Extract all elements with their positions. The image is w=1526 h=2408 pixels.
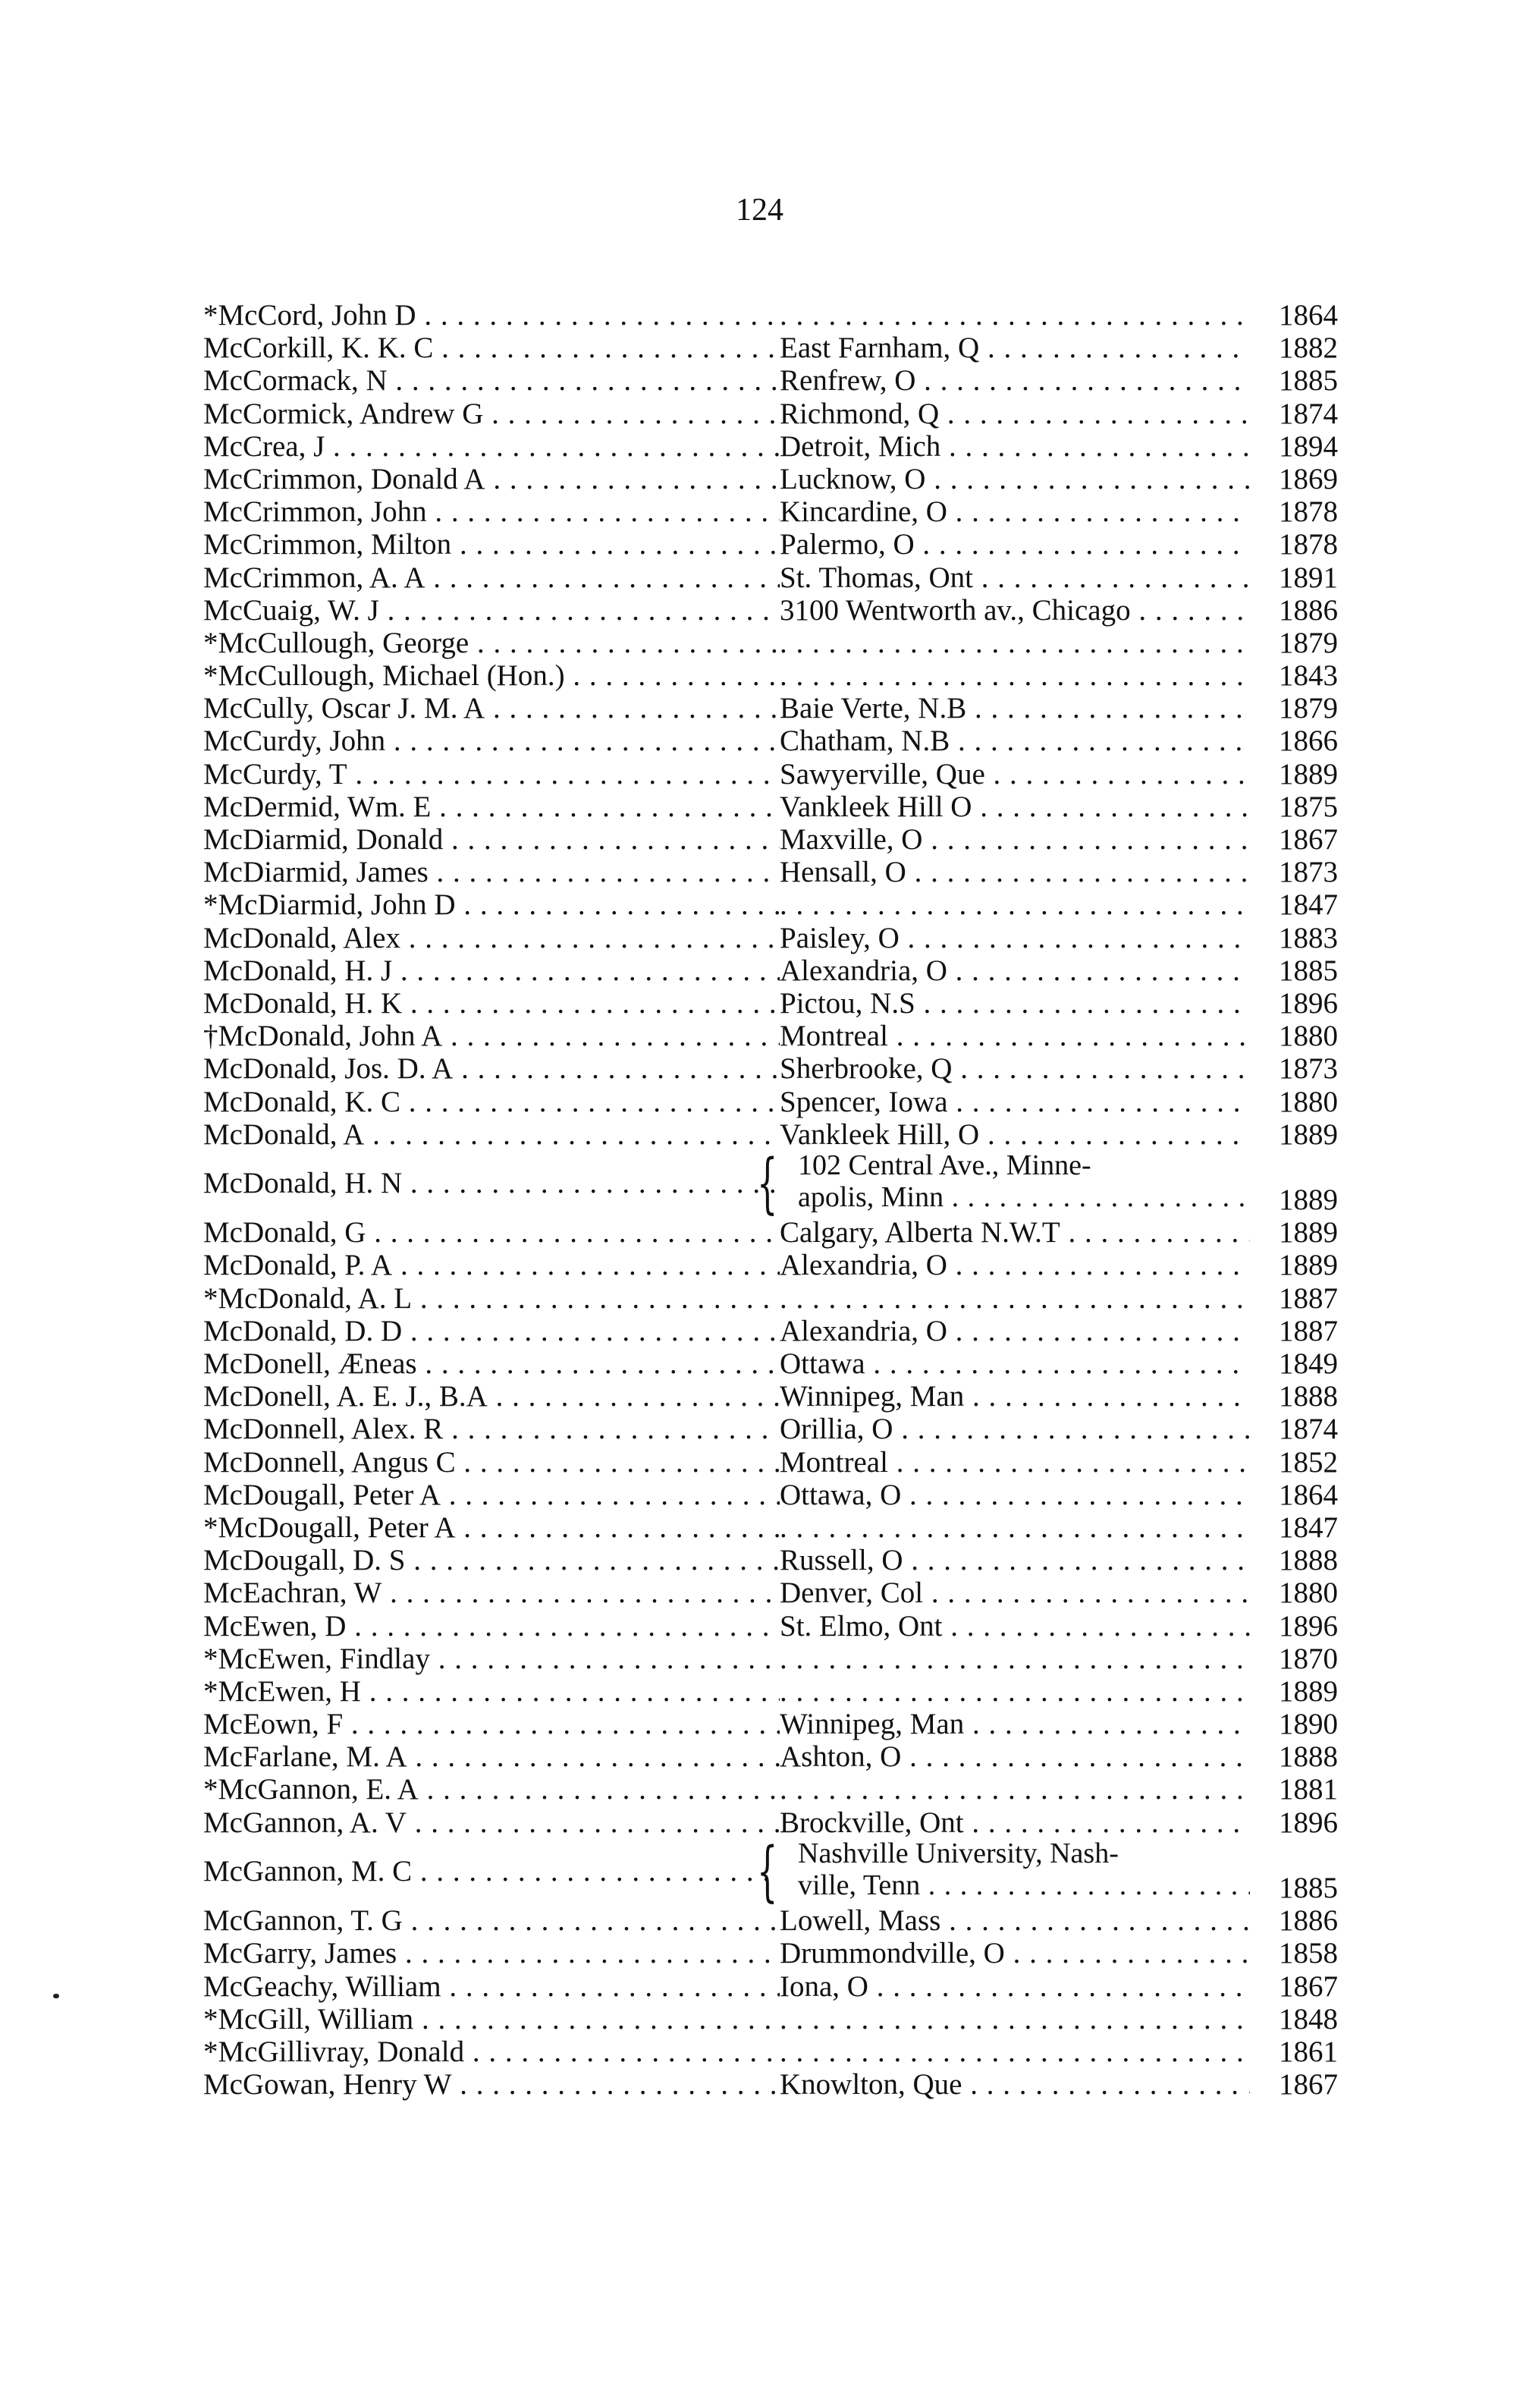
directory-entry <box>203 463 1338 495</box>
entry-name: McCrea, J . . . <box>203 430 780 463</box>
entry-year: 1888 <box>1250 1380 1338 1413</box>
entry-name: McCormick, Andrew G . . . <box>203 398 780 430</box>
entry-place: Denver, Col . . . <box>780 1577 1250 1609</box>
brace-mark: { <box>757 1833 778 1910</box>
entry-place: Renfrew, O . . . <box>780 364 1250 397</box>
directory-entry <box>203 627 1338 659</box>
entry-name: McGeachy, William . . . <box>203 1970 780 2003</box>
directory-entry <box>203 1937 1338 1969</box>
directory-entry <box>203 1833 1338 1910</box>
entry-year: 1847 <box>1250 1511 1338 1544</box>
entry-place-line: ville, Tenn . . . <box>780 1869 1250 1901</box>
entry-name: McDonnell, Angus C . . . <box>203 1446 780 1479</box>
directory-entry <box>203 1086 1338 1118</box>
directory-entry <box>203 2068 1338 2101</box>
entry-place: Vankleek Hill O . . . <box>780 791 1250 823</box>
entry-name: McDonald, H. N . . . <box>203 1167 780 1199</box>
entry-year: 1873 <box>1250 1052 1338 1085</box>
entry-place <box>780 1511 1250 1544</box>
directory-entry <box>203 659 1338 692</box>
entry-name: McGannon, A. V . . . <box>203 1806 780 1839</box>
entry-name: McDiarmid, Donald . . . <box>203 823 780 856</box>
entry-year: 1889 <box>1250 1118 1338 1151</box>
entry-year: 1880 <box>1250 1577 1338 1609</box>
entry-place <box>780 1282 1250 1315</box>
entry-place: Ottawa . . . <box>780 1347 1250 1380</box>
entry-name: McDonald, D. D . . . <box>203 1315 780 1347</box>
entry-name: McGannon, M. C . . . <box>203 1855 780 1888</box>
entry-place: Lucknow, O . . . <box>780 463 1250 495</box>
directory-entry <box>203 561 1338 594</box>
entry-year: 1858 <box>1250 1937 1338 1969</box>
entry-year: 1878 <box>1250 495 1338 528</box>
entry-year: 1890 <box>1250 1708 1338 1740</box>
entry-name: *McCullough, George . . . <box>203 627 780 659</box>
entry-place: Maxville, O . . . <box>780 823 1250 856</box>
directory-entry <box>203 1446 1338 1479</box>
entry-place: Lowell, Mass . . . <box>780 1904 1250 1937</box>
entry-name: McDonell, Æneas . . . <box>203 1347 780 1380</box>
entry-place: Palermo, O . . . <box>780 528 1250 561</box>
entry-place: Orillia, O . . . <box>780 1413 1250 1445</box>
entry-name: *McCullough, Michael (Hon.) . . . <box>203 659 780 692</box>
entry-name: McCrimmon, Donald A . . . <box>203 463 780 495</box>
entry-name: McCully, Oscar J. M. A . . . <box>203 692 780 725</box>
entry-place <box>780 659 1250 692</box>
entry-year: 1878 <box>1250 528 1338 561</box>
entry-place: Sherbrooke, Q . . . <box>780 1052 1250 1085</box>
entry-place: Paisley, O . . . <box>780 922 1250 954</box>
entry-name: McDonald, K. C . . . <box>203 1086 780 1118</box>
directory-entry <box>203 364 1338 397</box>
entry-name: McGowan, Henry W . . . <box>203 2068 780 2101</box>
entry-year: 1867 <box>1250 1970 1338 2003</box>
directory-entry <box>203 1315 1338 1347</box>
entry-place: Spencer, Iowa . . . <box>780 1086 1250 1118</box>
entry-list <box>203 299 1338 2101</box>
entry-name: McDonald, P. A . . . <box>203 1249 780 1281</box>
entry-place: Winnipeg, Man . . . <box>780 1380 1250 1413</box>
entry-year: 1889 <box>1250 1216 1338 1249</box>
entry-year: 1866 <box>1250 725 1338 757</box>
directory-entry <box>203 398 1338 430</box>
directory-entry <box>203 594 1338 627</box>
entry-name: *McEwen, H . . . <box>203 1675 780 1708</box>
entry-name: *McGannon, E. A . . . <box>203 1773 780 1806</box>
entry-place: Alexandria, O . . . <box>780 1249 1250 1281</box>
ink-speck <box>53 1994 59 1998</box>
entry-name: McCurdy, T . . . <box>203 758 780 791</box>
entry-place: Detroit, Mich . . . <box>780 430 1250 463</box>
entry-name: McDougall, Peter A . . . <box>203 1479 780 1511</box>
entry-place <box>780 2003 1250 2035</box>
entry-year: 1852 <box>1250 1446 1338 1479</box>
directory-entry <box>203 791 1338 823</box>
directory-entry <box>203 1740 1338 1773</box>
entry-place <box>780 299 1250 332</box>
entry-place: Montreal . . . <box>780 1446 1250 1479</box>
entry-name: McGarry, James . . . <box>203 1937 780 1969</box>
entry-name: McDonald, G . . . <box>203 1216 780 1249</box>
directory-entry <box>203 1577 1338 1609</box>
directory-entry <box>203 1643 1338 1675</box>
entry-year: 1880 <box>1250 1020 1338 1052</box>
entry-year: 1883 <box>1250 922 1338 954</box>
directory-entry <box>203 1020 1338 1052</box>
entry-place: Chatham, N.B . . . <box>780 725 1250 757</box>
entry-name: McCorkill, K. K. C . . . <box>203 332 780 364</box>
directory-entry <box>203 1249 1338 1281</box>
entry-name: *McEwen, Findlay . . . <box>203 1643 780 1675</box>
entry-name: McCrimmon, John . . . <box>203 495 780 528</box>
entry-place: Knowlton, Que . . . <box>780 2068 1250 2101</box>
entry-year: 1849 <box>1250 1347 1338 1380</box>
entry-year: 1875 <box>1250 791 1338 823</box>
directory-entry <box>203 2003 1338 2035</box>
entry-place: St. Elmo, Ont . . . <box>780 1610 1250 1643</box>
entry-year: 1861 <box>1250 2035 1338 2068</box>
entry-name: McDonell, A. E. J., B.A . . . <box>203 1380 780 1413</box>
entry-year: 1886 <box>1250 594 1338 627</box>
entry-year: 1896 <box>1250 1610 1338 1643</box>
entry-name: *McGillivray, Donald . . . <box>203 2035 780 2068</box>
entry-year: 1887 <box>1250 1282 1338 1315</box>
entry-name: McDiarmid, James . . . <box>203 856 780 888</box>
entry-name: McDonald, H. J . . . <box>203 954 780 987</box>
entry-name: McCurdy, John . . . <box>203 725 780 757</box>
entry-place: Pictou, N.S . . . <box>780 987 1250 1020</box>
directory-entry <box>203 823 1338 856</box>
directory-entry <box>203 299 1338 332</box>
entry-year: 1879 <box>1250 692 1338 725</box>
entry-name: McCormack, N . . . <box>203 364 780 397</box>
entry-year: 1885 <box>1250 364 1338 397</box>
entry-year: 1888 <box>1250 1544 1338 1577</box>
entry-year: 1885 <box>1250 1872 1338 1904</box>
entry-year: 1885 <box>1250 954 1338 987</box>
directory-entry <box>203 1380 1338 1413</box>
entry-place <box>780 1773 1250 1806</box>
entry-place-line: Nashville University, Nash- <box>798 1837 1119 1869</box>
entry-year: 1867 <box>1250 2068 1338 2101</box>
directory-entry <box>203 1610 1338 1643</box>
directory-entry <box>203 1479 1338 1511</box>
entry-name: McCuaig, W. J . . . <box>203 594 780 627</box>
entry-place: Kincardine, O . . . <box>780 495 1250 528</box>
entry-place: Iona, O . . . <box>780 1970 1250 2003</box>
entry-year: 1889 <box>1250 758 1338 791</box>
entry-name: *McGill, William . . . <box>203 2003 780 2035</box>
entry-place: St. Thomas, Ont . . . <box>780 561 1250 594</box>
entry-year: 1874 <box>1250 1413 1338 1445</box>
entry-place: Montreal . . . <box>780 1020 1250 1052</box>
entry-name: McDonald, A . . . <box>203 1118 780 1151</box>
entry-name: *McDonald, A. L . . . <box>203 1282 780 1315</box>
directory-entry <box>203 1544 1338 1577</box>
entry-year: 1870 <box>1250 1643 1338 1675</box>
entry-year: 1894 <box>1250 430 1338 463</box>
directory-entry <box>203 1708 1338 1740</box>
entry-name: McEachran, W . . . <box>203 1577 780 1609</box>
directory-entry <box>203 1282 1338 1315</box>
directory-entry <box>203 430 1338 463</box>
entry-year: 1887 <box>1250 1315 1338 1347</box>
entry-place: Winnipeg, Man . . . <box>780 1708 1250 1740</box>
entry-place: Brockville, Ont . . . <box>780 1806 1250 1839</box>
entry-place: 3100 Wentworth av., Chicago . . . <box>780 594 1250 627</box>
entry-place: East Farnham, Q . . . <box>780 332 1250 364</box>
entry-place-line: 102 Central Ave., Minne- <box>798 1149 1091 1181</box>
entry-name: McDonald, Jos. D. A . . . <box>203 1052 780 1085</box>
entry-place: Ottawa, O . . . <box>780 1479 1250 1511</box>
entry-name: *McDiarmid, John D . . . <box>203 888 780 921</box>
entry-year: 1879 <box>1250 627 1338 659</box>
entry-place: Hensall, O . . . <box>780 856 1250 888</box>
entry-place: Richmond, Q . . . <box>780 398 1250 430</box>
directory-entry <box>203 987 1338 1020</box>
page-number: 124 <box>736 193 783 228</box>
entry-place: Alexandria, O . . . <box>780 954 1250 987</box>
entry-name: McEown, F . . . <box>203 1708 780 1740</box>
brace-mark: { <box>757 1145 778 1221</box>
entry-name: McDougall, D. S . . . <box>203 1544 780 1577</box>
entry-place: Baie Verte, N.B . . . <box>780 692 1250 725</box>
entry-year: 1896 <box>1250 1806 1338 1839</box>
entry-place: Russell, O . . . <box>780 1544 1250 1577</box>
entry-year: 1874 <box>1250 398 1338 430</box>
directory-entry <box>203 332 1338 364</box>
directory-entry <box>203 1347 1338 1380</box>
entry-name: McDermid, Wm. E . . . <box>203 791 780 823</box>
entry-year: 1889 <box>1250 1249 1338 1281</box>
entry-year: 1889 <box>1250 1675 1338 1708</box>
entry-name: McDonnell, Alex. R . . . <box>203 1413 780 1445</box>
entry-year: 1888 <box>1250 1740 1338 1773</box>
directory-entry <box>203 758 1338 791</box>
entry-place: Vankleek Hill, O . . . <box>780 1118 1250 1151</box>
entry-name: McDonald, H. K . . . <box>203 987 780 1020</box>
entry-place: Alexandria, O . . . <box>780 1315 1250 1347</box>
entry-year: 1880 <box>1250 1086 1338 1118</box>
directory-entry <box>203 1970 1338 2003</box>
directory-entry <box>203 528 1338 561</box>
entry-year: 1896 <box>1250 987 1338 1020</box>
entry-place <box>780 888 1250 921</box>
directory-entry <box>203 1773 1338 1806</box>
entry-place <box>780 1675 1250 1708</box>
directory-entry <box>203 725 1338 757</box>
entry-place: Calgary, Alberta N.W.T . . . <box>780 1216 1250 1249</box>
directory-entry <box>203 2035 1338 2068</box>
entry-place: Ashton, O . . . <box>780 1740 1250 1773</box>
entry-place <box>757 1833 1250 1910</box>
entry-place <box>780 2035 1250 2068</box>
entry-name: McCrimmon, Milton . . . <box>203 528 780 561</box>
entry-year: 1889 <box>1250 1184 1338 1216</box>
directory-entry <box>203 1675 1338 1708</box>
directory-entry <box>203 1216 1338 1249</box>
directory-entry <box>203 1413 1338 1445</box>
entry-name: *McDougall, Peter A . . . <box>203 1511 780 1544</box>
entry-place <box>780 627 1250 659</box>
entry-place: Drummondville, O . . . <box>780 1937 1250 1969</box>
directory-entry <box>203 922 1338 954</box>
entry-place: Sawyerville, Que . . . <box>780 758 1250 791</box>
entry-name: †McDonald, John A . . . <box>203 1020 780 1052</box>
entry-year: 1864 <box>1250 299 1338 332</box>
entry-year: 1873 <box>1250 856 1338 888</box>
entry-place <box>757 1145 1250 1221</box>
directory-entry <box>203 495 1338 528</box>
entry-name: McGannon, T. G . . . <box>203 1904 780 1937</box>
entry-year: 1847 <box>1250 888 1338 921</box>
entry-place <box>780 1643 1250 1675</box>
directory-entry <box>203 1052 1338 1085</box>
entry-year: 1867 <box>1250 823 1338 856</box>
directory-entry <box>203 856 1338 888</box>
directory-entry <box>203 1145 1338 1221</box>
entry-name: McFarlane, M. A . . . <box>203 1740 780 1773</box>
entry-year: 1869 <box>1250 463 1338 495</box>
directory-entry <box>203 888 1338 921</box>
entry-name: McDonald, Alex . . . <box>203 922 780 954</box>
entry-year: 1891 <box>1250 561 1338 594</box>
entry-year: 1881 <box>1250 1773 1338 1806</box>
entry-year: 1864 <box>1250 1479 1338 1511</box>
entry-name: *McCord, John D . . . <box>203 299 780 332</box>
entry-name: McCrimmon, A. A . . . <box>203 561 780 594</box>
directory-entry <box>203 1511 1338 1544</box>
directory-entry <box>203 692 1338 725</box>
entry-name: McEwen, D . . . <box>203 1610 780 1643</box>
entry-year: 1882 <box>1250 332 1338 364</box>
entry-year: 1886 <box>1250 1904 1338 1937</box>
directory-entry <box>203 1904 1338 1937</box>
entry-place-line: apolis, Minn . . . <box>780 1181 1250 1213</box>
directory-entry <box>203 954 1338 987</box>
entry-year: 1848 <box>1250 2003 1338 2035</box>
entry-year: 1843 <box>1250 659 1338 692</box>
